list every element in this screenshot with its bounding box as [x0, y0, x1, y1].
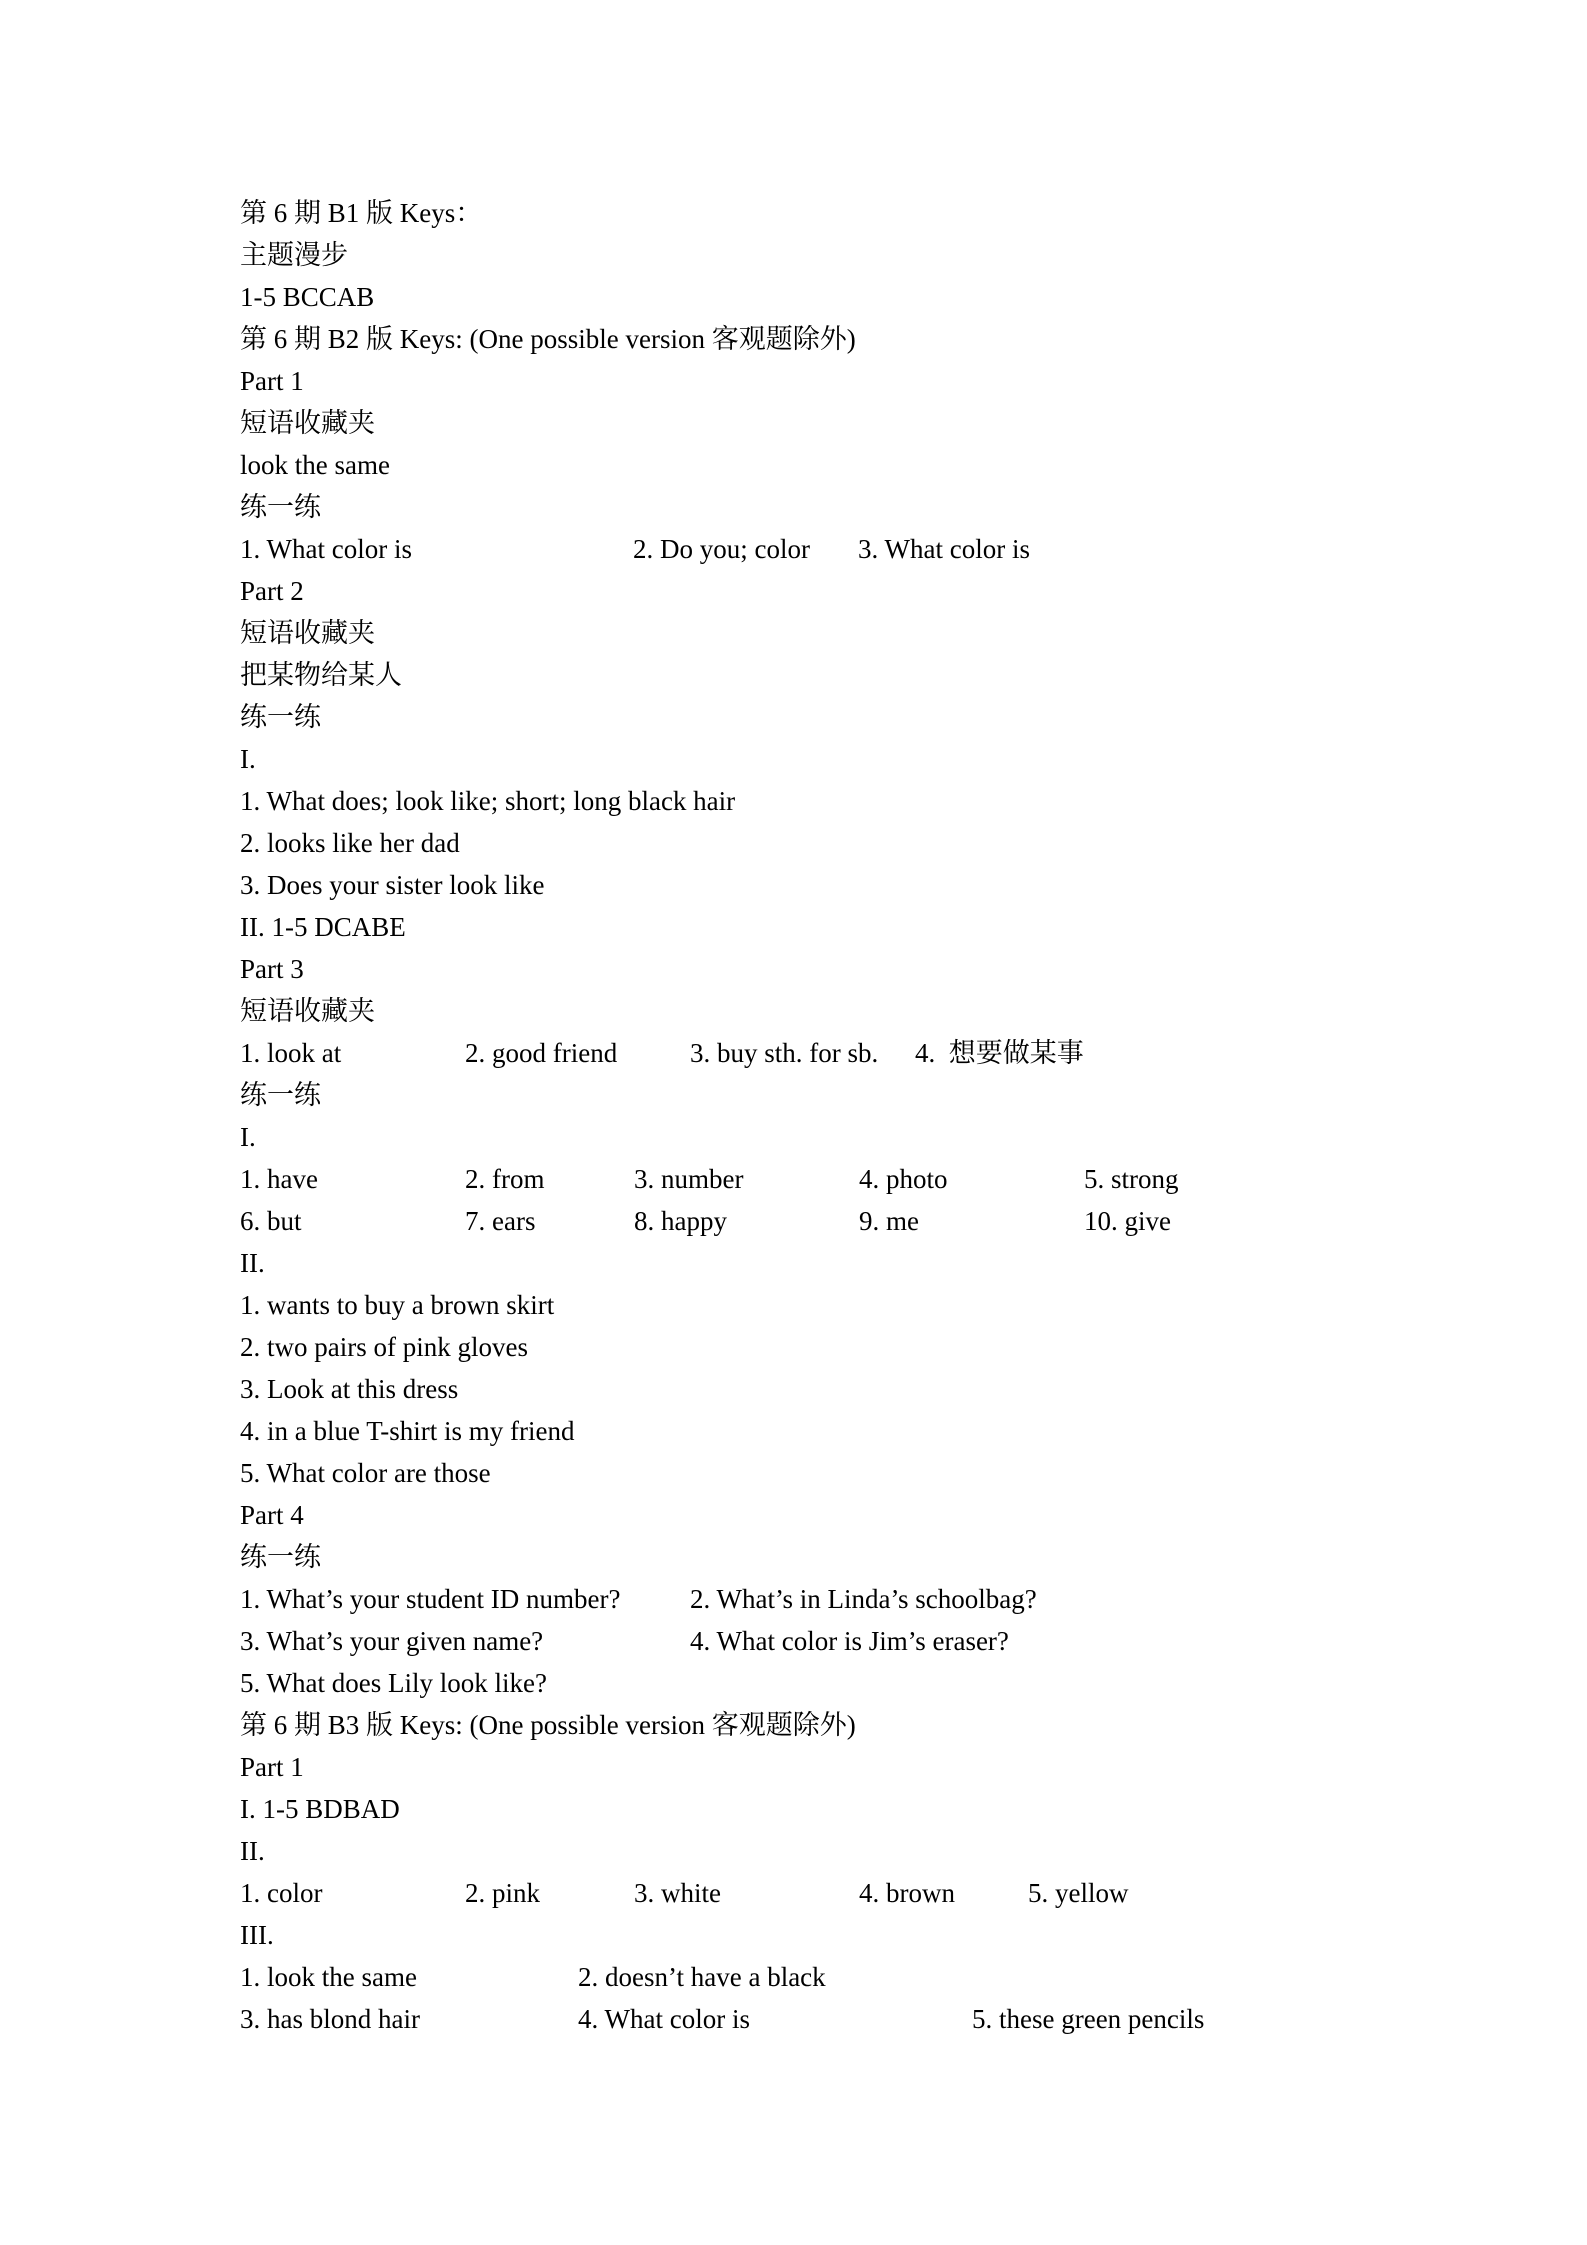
b3-part1-label: Part 1: [240, 1752, 304, 1782]
b2-part2-practice-title: 练一练: [240, 702, 321, 732]
phrase-item: 1. look at: [240, 1038, 342, 1068]
b2-part1-phrase: look the same: [240, 450, 390, 480]
b1-heading: 第 6 期 B1 版 Keys：: [240, 198, 483, 228]
b2-part1-phrase-title: 短语收藏夹: [240, 408, 375, 438]
b2-part4-practice-title: 练一练: [240, 1542, 321, 1572]
b3-part1-section-iii-row-2: [240, 2002, 1240, 2036]
answer-item: 3. has blond hair: [240, 2004, 420, 2034]
b2-part4-answers-row-1: [240, 1582, 1240, 1616]
b2-part3-answers-row-1: [240, 1162, 1240, 1196]
b2-part3-section-ii: II.: [240, 1248, 265, 1278]
answer-item: 1. What’s your student ID number?: [240, 1584, 621, 1614]
answer-item: 6. but: [240, 1206, 302, 1236]
phrase-item: 3. buy sth. for sb.: [690, 1038, 879, 1068]
answer-item: 4. What color is Jim’s eraser?: [690, 1626, 1009, 1656]
answer-item: 2. looks like her dad: [240, 828, 460, 858]
answer-item: 10. give: [1084, 1206, 1171, 1236]
answer-item: 3. What’s your given name?: [240, 1626, 544, 1656]
b2-part3-answers-row-2: [240, 1204, 1240, 1238]
answer-item: 1. What color is: [240, 534, 412, 564]
b2-part3-section-i: I.: [240, 1122, 256, 1152]
answer-item: 1. wants to buy a brown skirt: [240, 1290, 555, 1320]
answer-item: 3. What color is: [858, 534, 1030, 564]
answer-item: 7. ears: [465, 1206, 536, 1236]
b2-part3-phrases-row: [240, 1036, 1140, 1070]
answer-item: 4. What color is: [578, 2004, 750, 2034]
answer-item: 1. color: [240, 1878, 323, 1908]
b2-part1-practice-title: 练一练: [240, 492, 321, 522]
answer-item: 2. two pairs of pink gloves: [240, 1332, 528, 1362]
b2-part3-label: Part 3: [240, 954, 304, 984]
b3-part1-section-iii-row-1: [240, 1960, 1240, 1994]
answer-item: 1. look the same: [240, 1962, 417, 1992]
b2-heading: 第 6 期 B2 版 Keys: (One possible version 客观题除外): [240, 324, 856, 354]
answer-item: 5. strong: [1084, 1164, 1179, 1194]
b3-heading: 第 6 期 B3 版 Keys: (One possible version 客观题除外): [240, 1710, 856, 1740]
b2-part2-section-i: I.: [240, 744, 256, 774]
phrase-item: 4. 想要做某事: [915, 1038, 1084, 1068]
answer-item: 8. happy: [634, 1206, 727, 1236]
answer-item: 3. Look at this dress: [240, 1374, 459, 1404]
answer-item: 5. yellow: [1028, 1878, 1129, 1908]
b2-part2-phrase: 把某物给某人: [240, 660, 402, 690]
b1-answers: 1-5 BCCAB: [240, 282, 375, 312]
b2-part4-answers-row-2: [240, 1624, 1240, 1658]
answer-item: 5. What color are those: [240, 1458, 491, 1488]
answer-item: 4. in a blue T-shirt is my friend: [240, 1416, 575, 1446]
answer-item: 5. What does Lily look like?: [240, 1668, 547, 1698]
answer-item: 4. brown: [859, 1878, 955, 1908]
answer-item: 2. doesn’t have a black: [578, 1962, 826, 1992]
b2-part3-practice-title: 练一练: [240, 1080, 321, 1110]
b2-part2-label: Part 2: [240, 576, 304, 606]
answer-item: 9. me: [859, 1206, 919, 1236]
b2-part1-label: Part 1: [240, 366, 304, 396]
b3-part1-section-i: I. 1-5 BDBAD: [240, 1794, 400, 1824]
b1-section-title: 主题漫步: [240, 240, 348, 270]
answer-item: 2. from: [465, 1164, 545, 1194]
answer-item: 1. What does; look like; short; long black hair: [240, 786, 736, 816]
answer-item: 3. Does your sister look like: [240, 870, 545, 900]
b3-part1-section-ii: II.: [240, 1836, 265, 1866]
answer-item: 3. white: [634, 1878, 721, 1908]
answer-item: 1. have: [240, 1164, 318, 1194]
b2-part2-section-ii: II. 1-5 DCABE: [240, 912, 406, 942]
phrase-item: 2. good friend: [465, 1038, 618, 1068]
answer-item: 5. these green pencils: [972, 2004, 1205, 2034]
answer-item: 2. What’s in Linda’s schoolbag?: [690, 1584, 1037, 1614]
b2-part2-phrase-title: 短语收藏夹: [240, 618, 375, 648]
b3-part1-section-iii: III.: [240, 1920, 274, 1950]
b2-part3-phrase-title: 短语收藏夹: [240, 996, 375, 1026]
answer-item: 3. number: [634, 1164, 744, 1194]
b3-part1-section-ii-row: [240, 1876, 1240, 1910]
answer-item: 2. pink: [465, 1878, 541, 1908]
answer-item: 4. photo: [859, 1164, 948, 1194]
answer-item: 2. Do you; color: [633, 534, 810, 564]
b2-part4-label: Part 4: [240, 1500, 304, 1530]
b2-part1-answers-row: [240, 532, 1140, 566]
